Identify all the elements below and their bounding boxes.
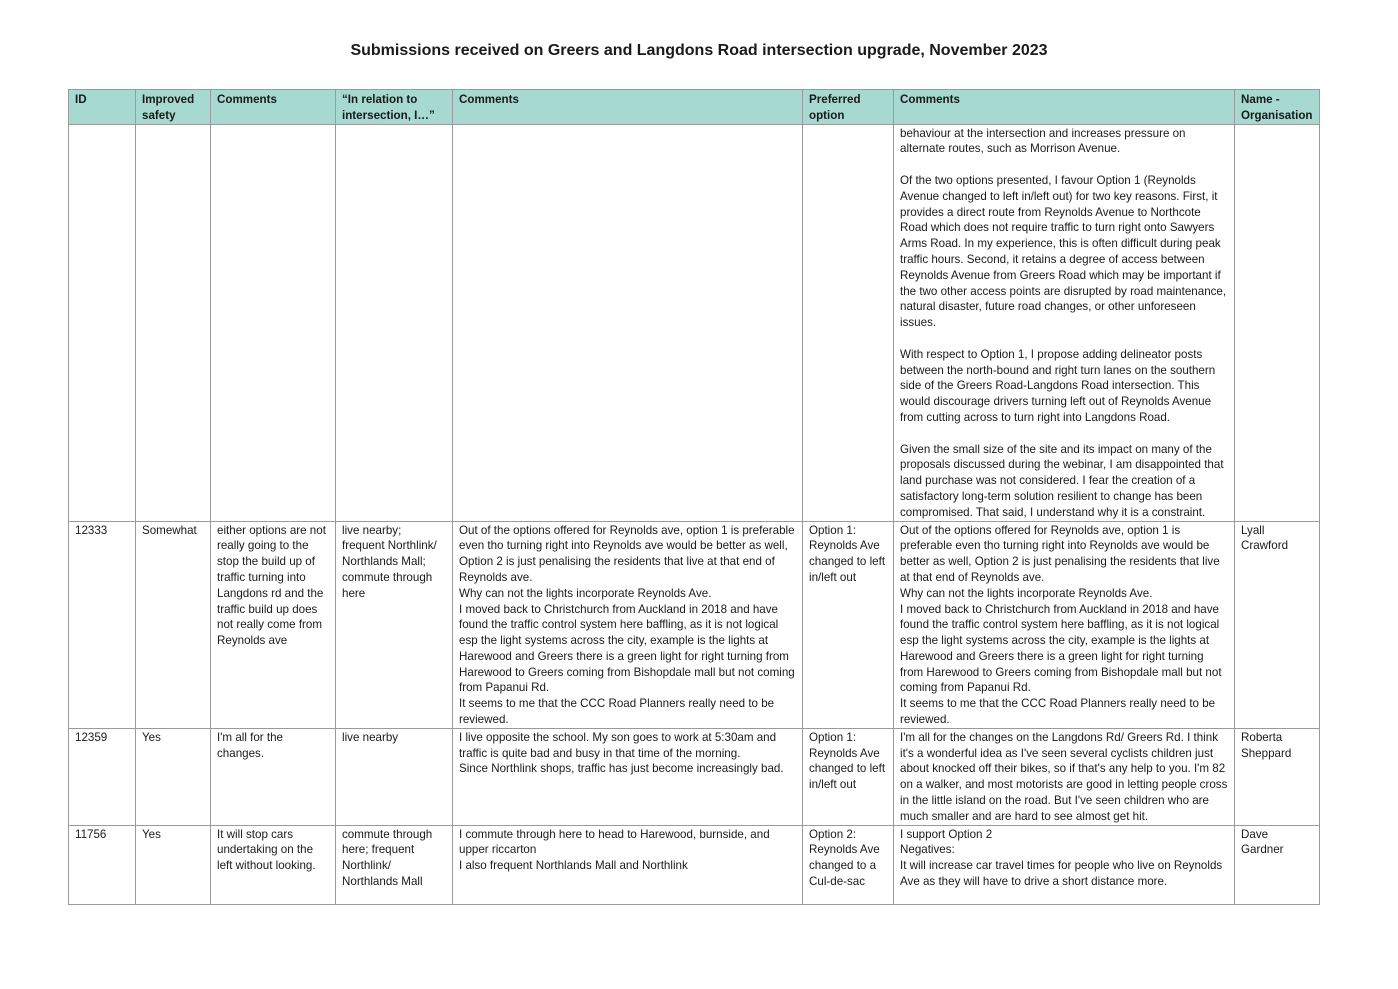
cell-id: 12359	[69, 728, 136, 825]
table-row	[69, 825, 1320, 904]
cell-in-relation: live nearby	[336, 728, 453, 825]
cell-preferred-option	[803, 124, 894, 521]
header-improved-safety: Improved safety	[136, 90, 211, 125]
cell-id: 11756	[69, 825, 136, 904]
cell-preferred-option: Option 1: Reynolds Ave changed to left in/left out	[803, 728, 894, 825]
cell-preferred-option: Option 2: Reynolds Ave changed to a Cul-de-sac	[803, 825, 894, 904]
cell-id	[69, 124, 136, 521]
page-title: Submissions received on Greers and Langdons Road intersection upgrade, November 2023	[350, 42, 1048, 59]
cell-comments-2: Out of the options offered for Reynolds ave, option 1 is preferable even tho turning right into Reynolds ave would be better as well, Option 2 is just penalising the residents that live at that end of Reynolds ave. Why can not the lights incorporate Reynolds Ave. I moved back to Christchurch from Auckland in 2018 and have found the traffic control system here baffling, as it is not logical esp the light systems across the city, example is the lights at Harewood and Greers there is a green light for right turning from Harewood to Greers coming from Bishopdale mall but not coming from Papanui Rd. It seems to me that the CCC Road Planners really need to be reviewed.	[453, 521, 803, 728]
cell-name-organisation: Lyall Crawford	[1235, 521, 1320, 728]
header-id: ID	[69, 90, 136, 125]
cell-id: 12333	[69, 521, 136, 728]
header-preferred-option: Preferred option	[803, 90, 894, 125]
cell-comments-2	[453, 124, 803, 521]
header-in-relation: “In relation to intersection, I…”	[336, 90, 453, 125]
cell-improved-safety: Yes	[136, 728, 211, 825]
cell-name-organisation: Roberta Sheppard	[1235, 728, 1320, 825]
cell-name-organisation: Dave Gardner	[1235, 825, 1320, 904]
cell-comments-1: either options are not really going to the stop the build up of traffic turning into Langdons rd and the traffic build up does not really come from Reynolds ave	[211, 521, 336, 728]
table-header	[69, 90, 1320, 125]
header-comments-2: Comments	[453, 90, 803, 125]
table-row	[69, 124, 1320, 521]
cell-comments-2: I commute through here to head to Harewood, burnside, and upper riccarton I also frequent Northlands Mall and Northlink	[453, 825, 803, 904]
cell-comments-3: Out of the options offered for Reynolds ave, option 1 is preferable even tho turning right into Reynolds ave would be better as well, Option 2 is just penalising the residents that live at that end of Reynolds ave. Why can not the lights incorporate Reynolds Ave. I moved back to Christchurch from Auckland in 2018 and have found the traffic control system here baffling, as it is not logical esp the light systems across the city, example is the lights at Harewood and Greers there is a green light for right turning from Harewood to Greers coming from Bishopdale mall but not coming from Papanui Rd. It seems to me that the CCC Road Planners really need to be reviewed.	[894, 521, 1235, 728]
cell-comments-3: I'm all for the changes on the Langdons Rd/ Greers Rd. I think it's a wonderful idea as I've seen several cyclists children just about knocked off their bikes, so if that's any help to you. I'm 82 on a walker, and most motorists are good in letting people cross in the little island on the road. But I've seen children who are much smaller and are hard to see almost get hit.	[894, 728, 1235, 825]
cell-in-relation: commute through here; frequent Northlink/ Northlands Mall	[336, 825, 453, 904]
cell-comments-3: behaviour at the intersection and increases pressure on alternate routes, such as Morrison Avenue. Of the two options presented, I favour Option 1 (Reynolds Avenue changed to left in/left out) for two key reasons. First, it provides a direct route from Reynolds Avenue to Northcote Road which does not require traffic to turn right onto Sawyers Arms Road. In my experience, this is often difficult during peak traffic hours. Second, it retains a degree of access between Reynolds Avenue from Greers Road which may be important if the two other access points are disrupted by road maintenance, natural disaster, future road changes, or other unforeseen issues. With respect to Option 1, I propose adding delineator posts between the north-bound and right turn lanes on the southern side of the Greers Road-Langdons Road intersection. This would discourage drivers turning left out of Reynolds Avenue from cutting across to turn right into Langdons Road. Given the small size of the site and its impact on many of the proposals discussed during the webinar, I am disappointed that land purchase was not considered. I fear the creation of a satisfactory long-term solution resilient to change has been compromised. That said, I understand why it is a constraint.	[894, 124, 1235, 521]
cell-in-relation	[336, 124, 453, 521]
cell-comments-3: I support Option 2 Negatives: It will increase car travel times for people who live on Reynolds Ave as they will have to drive a short distance more.	[894, 825, 1235, 904]
header-comments-3: Comments	[894, 90, 1235, 125]
table-row	[69, 728, 1320, 825]
cell-comments-2: I live opposite the school. My son goes to work at 5:30am and traffic is quite bad and busy in that time of the morning. Since Northlink shops, traffic has just become increasingly bad.	[453, 728, 803, 825]
table-row	[69, 521, 1320, 728]
cell-name-organisation	[1235, 124, 1320, 521]
cell-comments-1: It will stop cars undertaking on the left without looking.	[211, 825, 336, 904]
header-name-organisation: Name - Organisation	[1235, 90, 1320, 125]
cell-comments-1: I'm all for the changes.	[211, 728, 336, 825]
header-row	[69, 90, 1320, 125]
cell-improved-safety: Yes	[136, 825, 211, 904]
header-comments-1: Comments	[211, 90, 336, 125]
cell-preferred-option: Option 1: Reynolds Ave changed to left in/left out	[803, 521, 894, 728]
cell-in-relation: live nearby; frequent Northlink/ Northlands Mall; commute through here	[336, 521, 453, 728]
cell-improved-safety	[136, 124, 211, 521]
cell-comments-1	[211, 124, 336, 521]
submissions-table	[68, 89, 1320, 905]
cell-improved-safety: Somewhat	[136, 521, 211, 728]
